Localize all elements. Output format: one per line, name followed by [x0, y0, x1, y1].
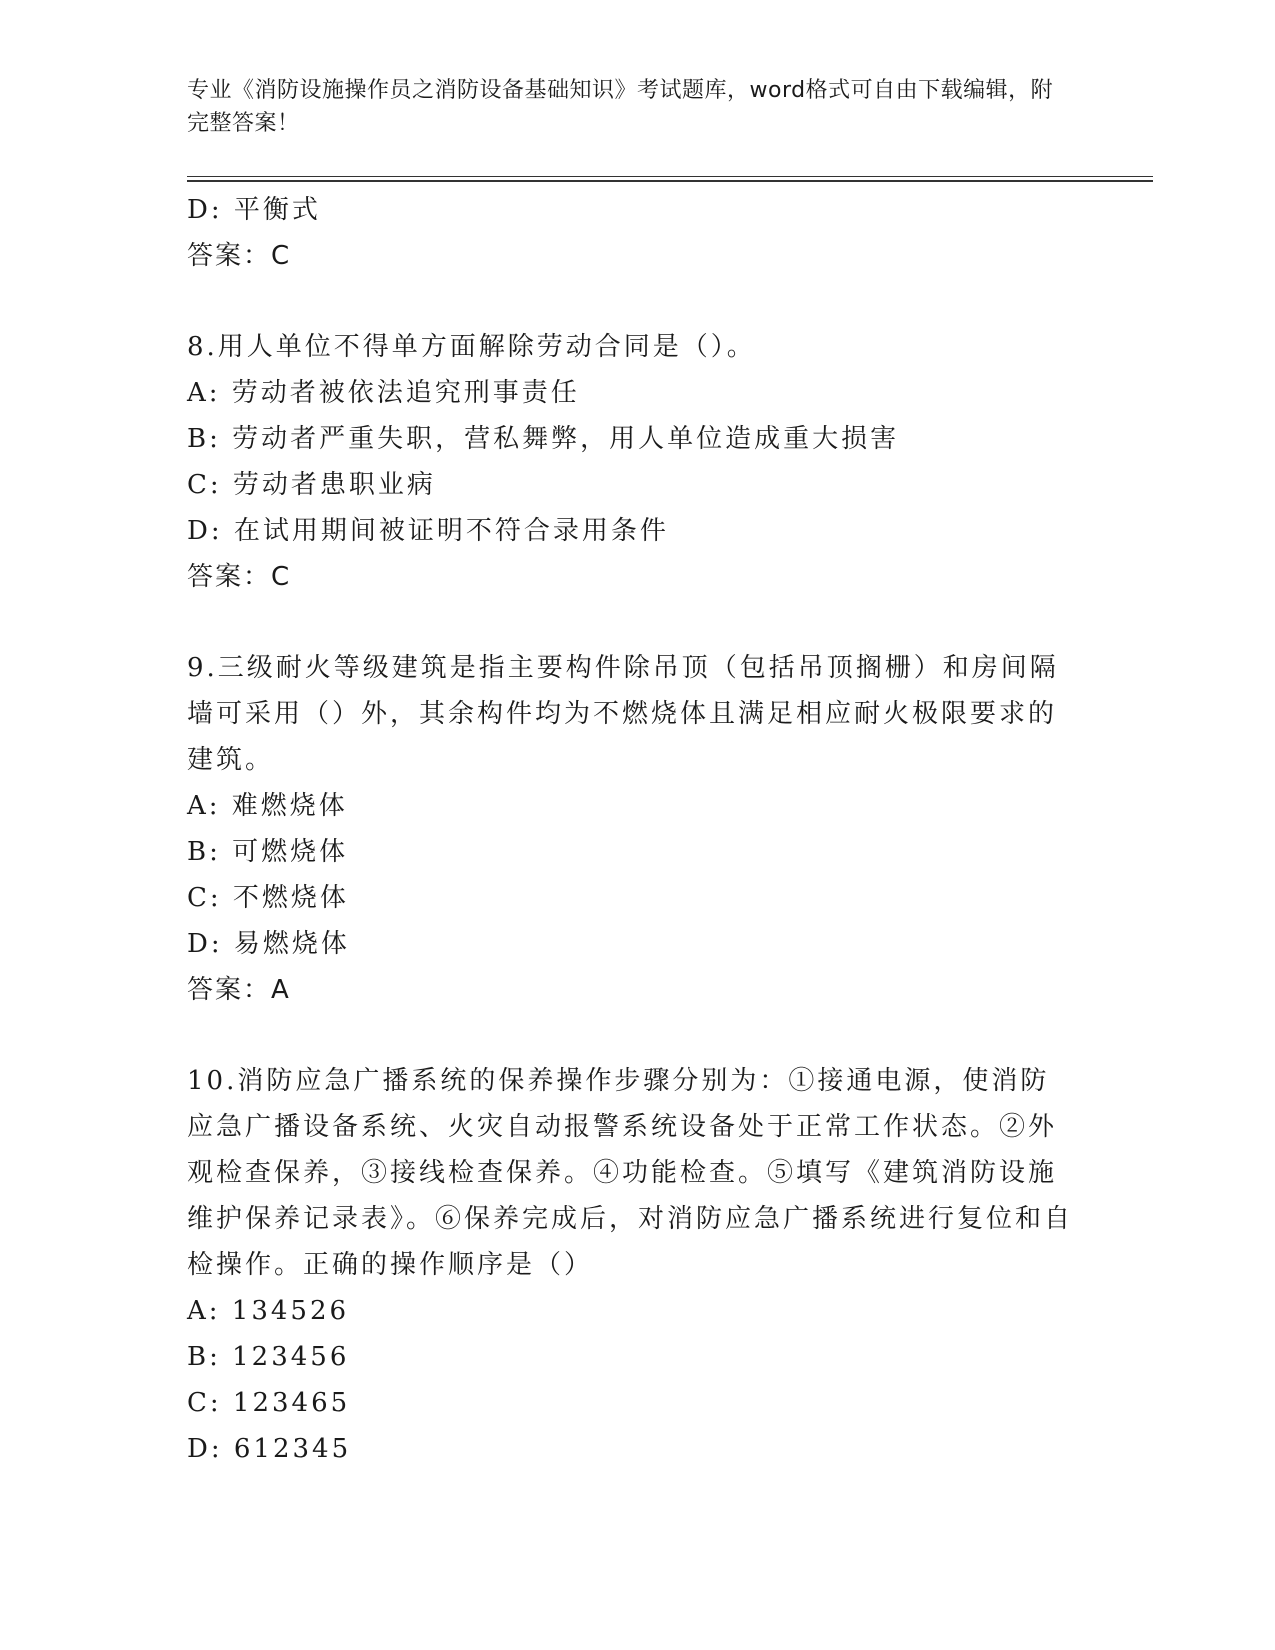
option-a: A: 难燃烧体	[187, 791, 348, 821]
header-divider-thick	[187, 180, 1153, 182]
option-b: B: 123456	[187, 1342, 350, 1372]
question-stem: 8.用人单位不得单方面解除劳动合同是（）。	[187, 332, 756, 362]
option-c: C: 劳动者患职业病	[187, 470, 436, 500]
question-list	[187, 187, 1087, 1472]
option-a: A: 134526	[187, 1296, 350, 1326]
answer-line: 答案：C	[187, 241, 292, 271]
option-d: D: 612345	[187, 1434, 352, 1464]
question-stem: 10.消防应急广播系统的保养操作步骤分别为：①接通电源，使消防应急广播设备系统、火灾自动报警系统设备处于正常工作状态。②外观检查保养，③接线检查保养。④功能检查。⑤填写《建筑消防设施维护保养记录表》。⑥保养完成后，对消防应急广播系统进行复位和自检操作。正确的操作顺序是（）	[187, 1066, 1074, 1280]
option-a: A: 劳动者被依法追究刑事责任	[187, 378, 580, 408]
header-divider-thin	[187, 176, 1153, 177]
option-b: B: 可燃烧体	[187, 837, 349, 867]
answer-line: 答案：A	[187, 975, 291, 1005]
option-d: D: 易燃烧体	[187, 929, 350, 959]
question-10	[187, 1058, 1087, 1472]
option-d: D: 在试用期间被证明不符合录用条件	[187, 516, 669, 546]
answer-line: 答案：C	[187, 562, 292, 592]
option-b: B: 劳动者严重失职，营私舞弊，用人单位造成重大损害	[187, 424, 900, 454]
option-c: C: 123465	[187, 1388, 351, 1418]
option-c: C: 不燃烧体	[187, 883, 349, 913]
option-d: D: 平衡式	[187, 195, 321, 225]
page-header: 专业《消防设施操作员之消防设备基础知识》考试题库，word格式可自由下载编辑，附完整答案！	[187, 78, 1054, 136]
question-stem: 9.三级耐火等级建筑是指主要构件除吊顶（包括吊顶搁栅）和房间隔墙可采用（）外，其余构件均为不燃烧体且满足相应耐火极限要求的建筑。	[187, 653, 1059, 775]
question-8	[187, 324, 1087, 600]
question-9	[187, 645, 1087, 1013]
